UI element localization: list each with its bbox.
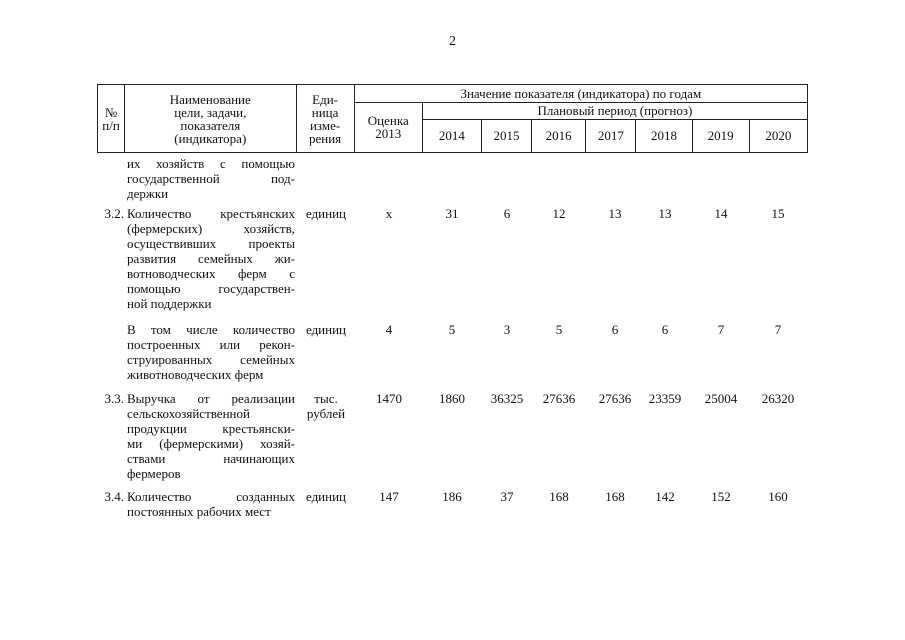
header-year: 2017 — [586, 119, 636, 152]
name-line: их хозяйств с помощью — [127, 156, 295, 171]
row-value: 14 — [714, 206, 728, 221]
row-value: 23359 — [648, 391, 682, 406]
row-value: 25004 — [704, 391, 738, 406]
row-indicator-name — [127, 156, 295, 201]
row-value: 6 — [503, 206, 511, 221]
name-line: продукции крестьянски- — [127, 421, 295, 436]
row-value: 37 — [500, 489, 514, 504]
header-year: 2018 — [636, 119, 692, 152]
row-value: 7 — [717, 322, 725, 337]
name-line: держки — [127, 186, 169, 201]
row-indicator-name — [127, 489, 295, 519]
row-value: 27636 — [598, 391, 632, 406]
row-value: 168 — [605, 489, 625, 504]
row-value: 6 — [611, 322, 619, 337]
header-year: 2014 — [422, 119, 481, 152]
name-line: постоянных рабочих мест — [127, 504, 271, 519]
name-line: государственной под- — [127, 171, 295, 186]
row-value: 15 — [771, 206, 785, 221]
name-line: (фермерских) хозяйств, — [127, 221, 295, 236]
row-unit: единиц — [305, 489, 347, 504]
row-value: 1860 — [439, 391, 465, 406]
row-value: 12 — [552, 206, 566, 221]
row-value: 36325 — [490, 391, 524, 406]
row-value: 1470 — [376, 391, 402, 406]
row-number: 3.3. — [104, 391, 124, 406]
header-plan-period: Плановый период (прогноз) — [422, 102, 807, 119]
row-value: 26320 — [761, 391, 795, 406]
header-year: 2019 — [692, 119, 749, 152]
name-line: сельскохозяйственной — [127, 406, 250, 421]
row-indicator-name — [127, 322, 295, 382]
header-values-title: Значение показателя (индикатора) по годам — [354, 85, 807, 103]
row-value: 142 — [655, 489, 675, 504]
row-value: 31 — [445, 206, 459, 221]
row-value: x — [385, 206, 393, 221]
row-unit: единиц — [305, 206, 347, 221]
row-value: 160 — [768, 489, 788, 504]
row-value: 27636 — [542, 391, 576, 406]
row-value: 152 — [711, 489, 731, 504]
row-value: 5 — [448, 322, 456, 337]
name-line: Количество крестьянских — [127, 206, 295, 221]
name-line: ствами начинающих — [127, 451, 295, 466]
row-value: 3 — [503, 322, 511, 337]
name-line: развития семейных жи- — [127, 251, 295, 266]
row-value: 13 — [608, 206, 622, 221]
header-num: № п/п — [98, 85, 125, 153]
header-year: 2015 — [481, 119, 531, 152]
name-line: В том числе количество — [127, 322, 295, 337]
row-value: 147 — [379, 489, 399, 504]
header-year: 2016 — [532, 119, 586, 152]
row-value: 13 — [658, 206, 672, 221]
name-line: фермеров — [127, 466, 181, 481]
name-line: вотноводческих ферм с — [127, 266, 295, 281]
name-line: ной поддержки — [127, 296, 212, 311]
row-value: 186 — [442, 489, 462, 504]
row-value: 6 — [661, 322, 669, 337]
name-line: ми (фермерскими) хозяй- — [127, 436, 295, 451]
header-year: 2020 — [749, 119, 807, 152]
row-value: 5 — [555, 322, 563, 337]
header-estimate: Оценка 2013 — [354, 102, 422, 152]
header-unit: Еди- ница изме- рения — [296, 85, 354, 153]
row-unit: единиц — [305, 322, 347, 337]
name-line: струированных семейных — [127, 352, 295, 367]
name-line: животноводческих ферм — [127, 367, 264, 382]
name-line: построенных или рекон- — [127, 337, 295, 352]
row-value: 168 — [549, 489, 569, 504]
name-line: Выручка от реализации — [127, 391, 295, 406]
name-line: помощью государствен- — [127, 281, 295, 296]
row-value: 7 — [774, 322, 782, 337]
row-unit: тыс. рублей — [306, 391, 346, 421]
row-number: 3.4. — [104, 489, 124, 504]
row-indicator-name — [127, 391, 295, 481]
row-value: 4 — [385, 322, 393, 337]
page-number: 2 — [449, 34, 456, 49]
name-line: осуществивших проекты — [127, 236, 295, 251]
header-name: Наименование цели, задачи, показателя (индикатора) — [125, 85, 296, 153]
row-number: 3.2. — [104, 206, 124, 221]
name-line: Количество созданных — [127, 489, 295, 504]
row-indicator-name — [127, 206, 295, 311]
